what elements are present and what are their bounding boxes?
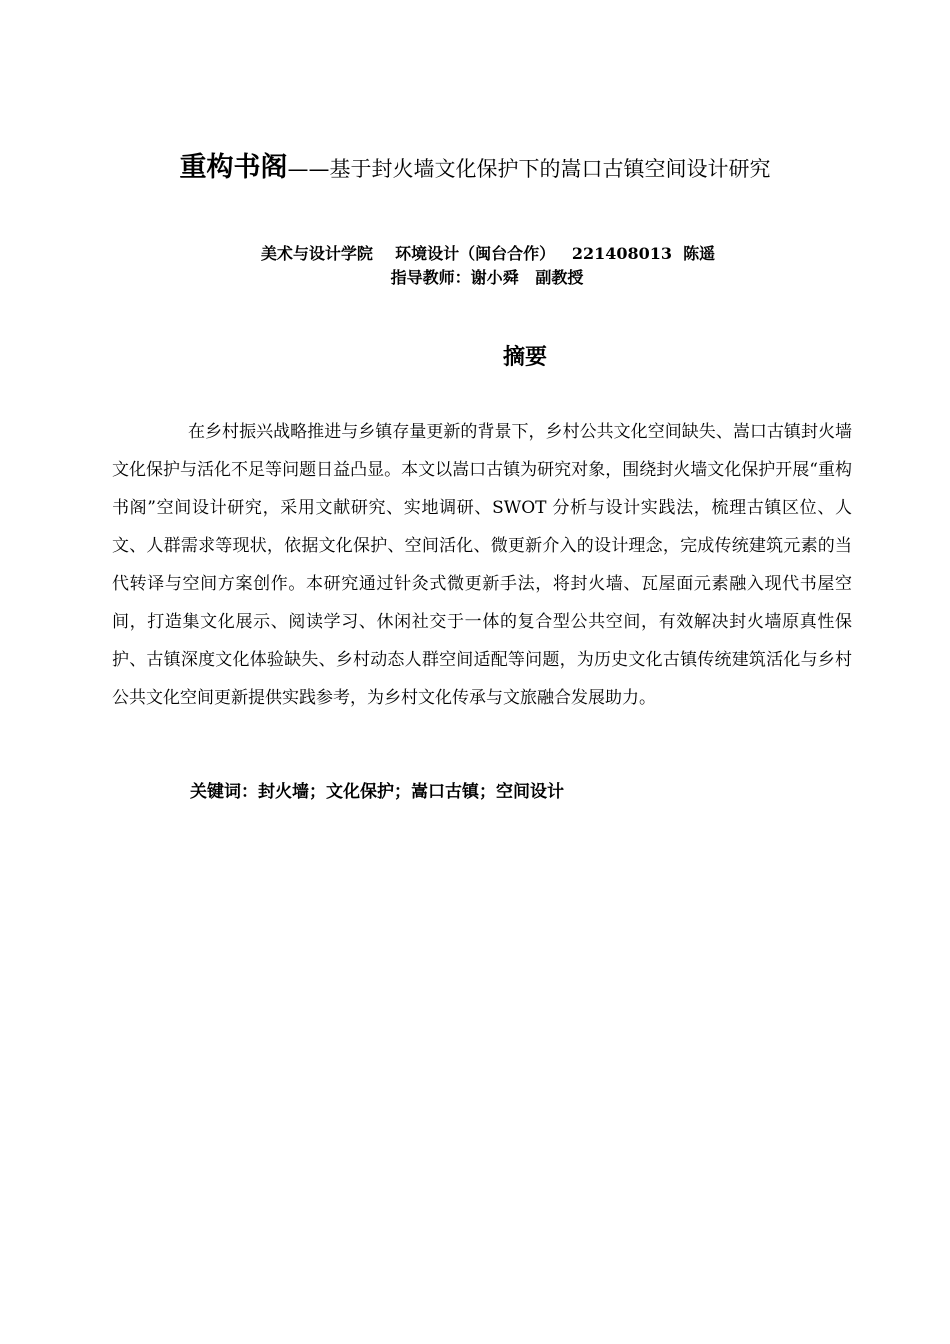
abstract-heading: 摘要 (502, 345, 547, 370)
advisor-info-line: 指导教师：谢小舜 副教授 (390, 268, 584, 287)
title-main: 重构书阁 (179, 152, 288, 183)
paper-title (0, 146, 950, 193)
abstract-body: 在乡村振兴战略推进与乡镇存量更新的背景下，乡村公共文化空间缺失、嵩口古镇封火墙文化保护与活化不足等问题日益凸显。本文以嵩口古镇为研究对象，围绕封火墙文化保护开展“重构书阁”空间设计研究，采用文献研究、实地调研、SWOT 分析与设计实践法，梳理古镇区位、人文、人群需求等现状，依据文化保护、空间活化、微更新介入的设计理念，完成传统建筑元素的当代转译与空间方案创作。本研究通过针灸式微更新手法，将封火墙、瓦屋面元素融入现代书屋空间，打造集文化展示、阅读学习、休闲社交于一体的复合型公共空间，有效解决封火墙原真性保护、古镇深度文化体验缺失、乡村动态人群空间适配等问题，为历史文化古镇传统建筑活化与乡村公共文化空间更新提供实践参考，为乡村文化传承与文旅融合发展助力。 (112, 422, 852, 708)
keywords-line: 关键词：封火墙；文化保护；嵩口古镇；空间设计 (190, 782, 564, 802)
title-subtitle: ——基于封火墙文化保护下的嵩口古镇空间设计研究 (287, 157, 771, 181)
author-info-line: 美术与设计学院 环境设计（闽台合作） 221408013 陈遥 (260, 244, 716, 263)
